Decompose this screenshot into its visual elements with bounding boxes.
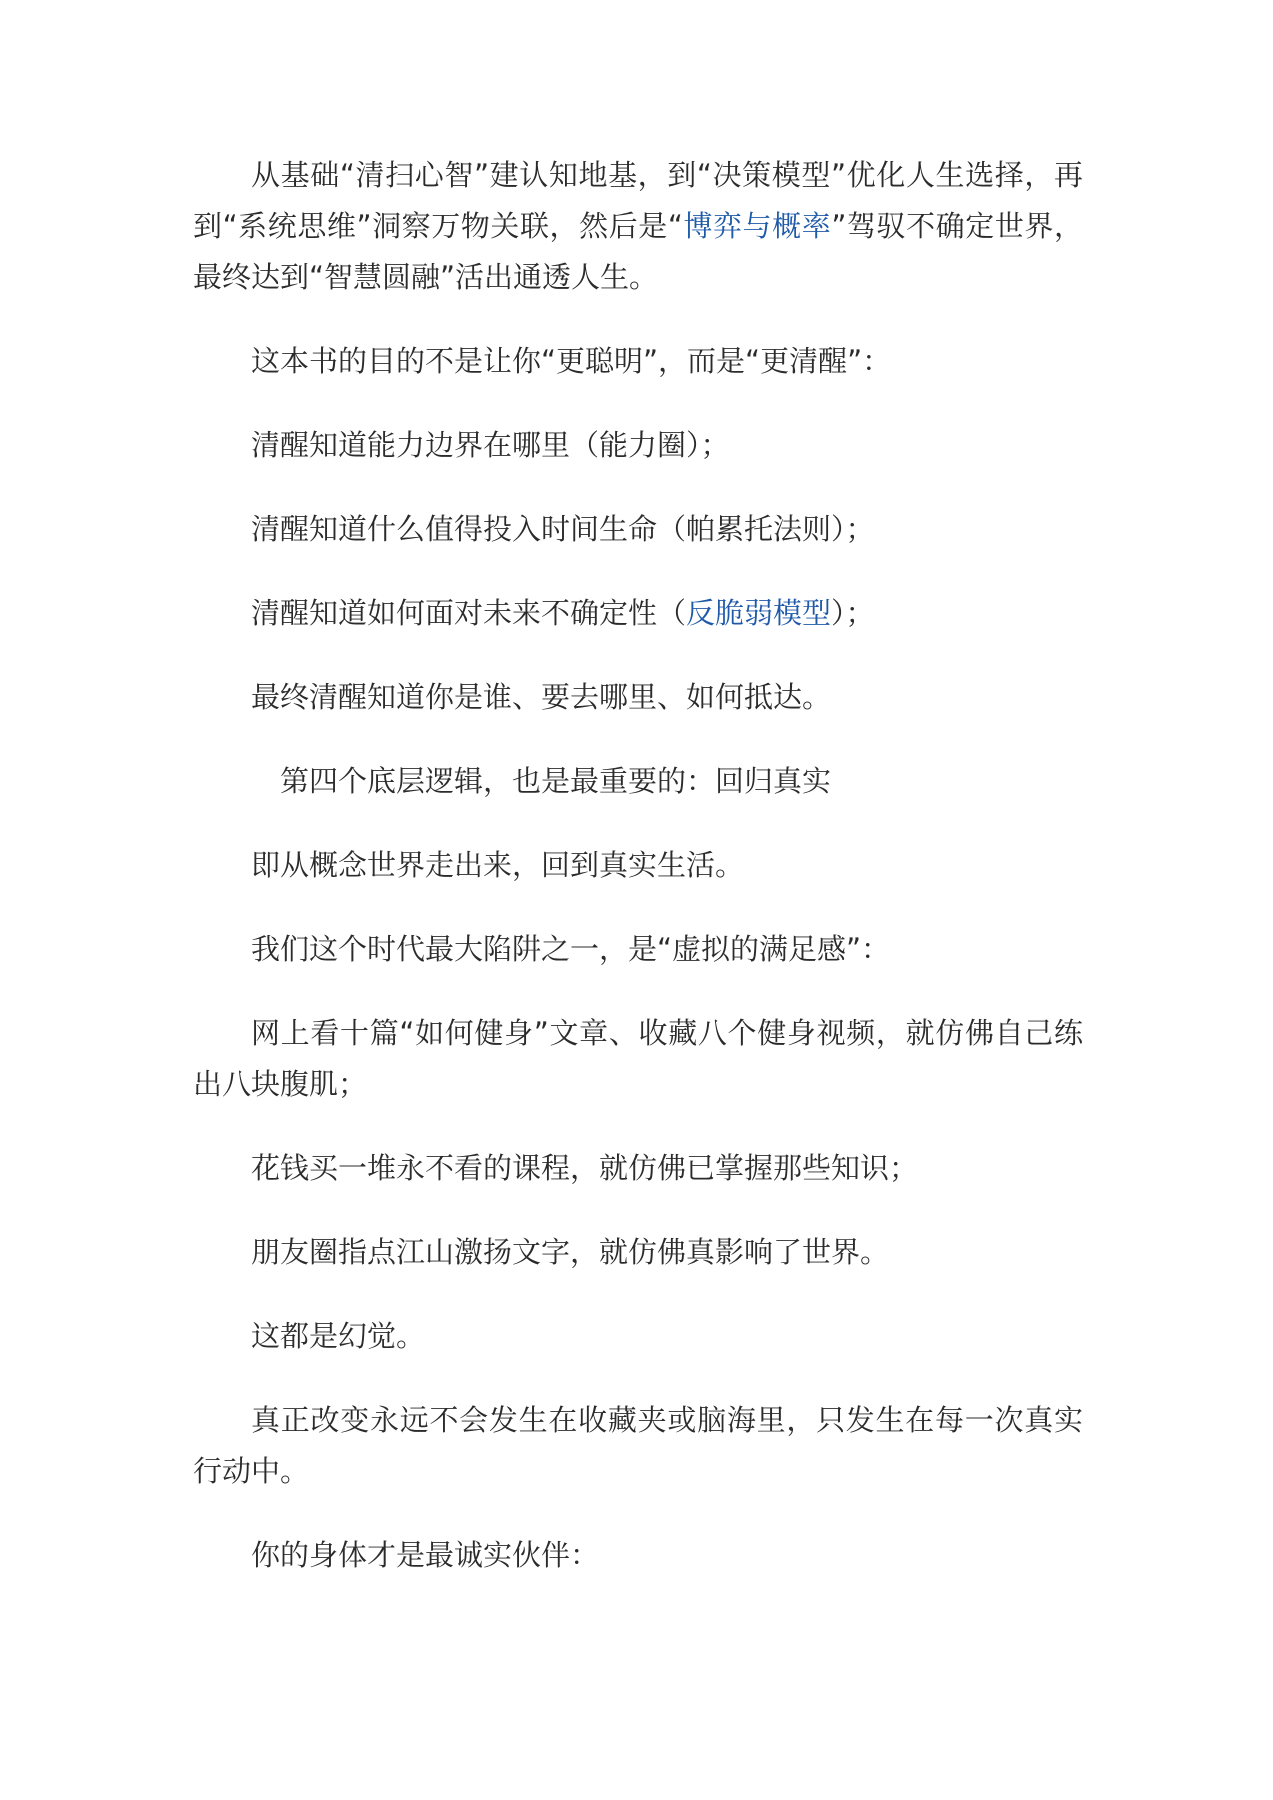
paragraph-1 [193,150,1083,303]
paragraph-1-text-pre: 从基础“清扫心智”建认知地基，到“决策模型”优化人生选择，再到“系统思维”洞察万物关联，然后是“ [193,158,1083,243]
paragraph-9: 我们这个时代最大陷阱之一，是“虚拟的满足感”： [251,932,891,966]
paragraph-6: 最终清醒知道你是谁、要去哪里、如何抵达。 [251,680,832,714]
link-antifragile-model[interactable]: 反脆弱模型 [686,596,832,630]
section-heading: 第四个底层逻辑，也是最重要的：回归真实 [280,764,832,798]
paragraph-15: 你的身体才是最诚实伙伴： [251,1538,600,1572]
paragraph-3: 清醒知道能力边界在哪里（能力圈）； [251,428,730,462]
paragraph-5-text-pre: 清醒知道如何面对未来不确定性（ [251,596,687,630]
paragraph-5 [193,588,1083,639]
paragraph-11: 花钱买一堆永不看的课程，就仿佛已掌握那些知识； [251,1151,919,1185]
paragraph-4: 清醒知道什么值得投入时间生命（帕累托法则）； [251,512,875,546]
paragraph-14: 真正改变永远不会发生在收藏夹或脑海里，只发生在每一次真实行动中。 [193,1403,1083,1488]
paragraph-1-text-post: ”驾驭不确定世界，最终达到“智慧圆融”活出通透人生。 [193,209,1083,294]
paragraph-13: 这都是幻觉。 [251,1319,426,1353]
paragraph-2: 这本书的目的不是让你“更聪明”，而是“更清醒”： [251,344,892,378]
document-body [193,150,1083,1581]
paragraph-10: 网上看十篇“如何健身”文章、收藏八个健身视频，就仿佛自己练出八块腹肌； [193,1016,1083,1101]
link-game-theory-probability[interactable]: 博弈与概率 [682,209,832,243]
paragraph-12: 朋友圈指点江山激扬文字，就仿佛真影响了世界。 [251,1235,890,1269]
paragraph-8: 即从概念世界走出来，回到真实生活。 [251,848,745,882]
paragraph-5-text-post: ）； [831,596,875,630]
